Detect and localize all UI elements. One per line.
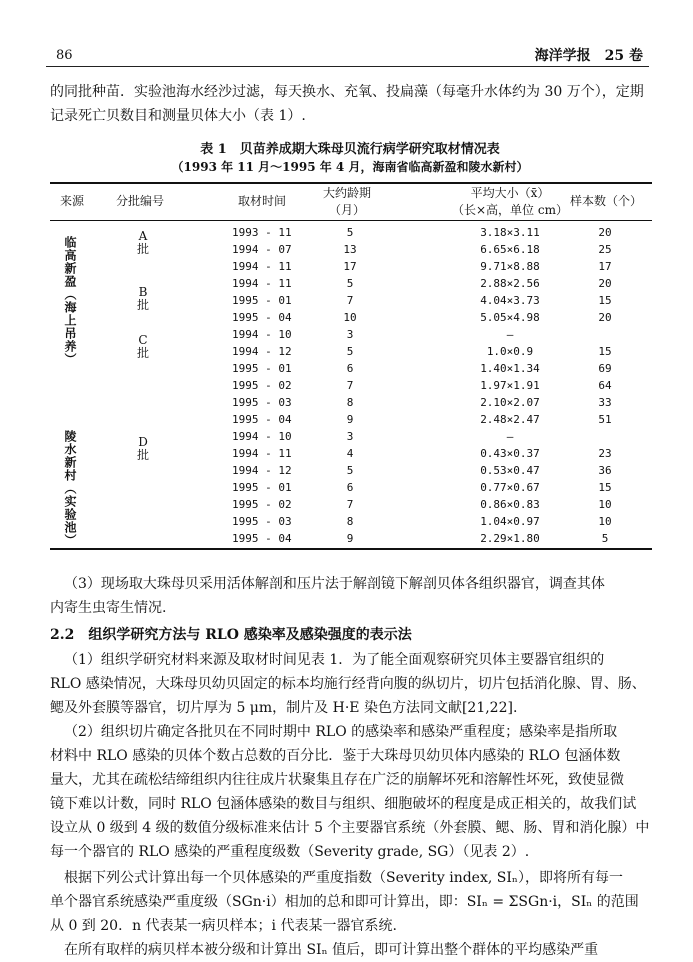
cell-age: 5 [346,277,354,290]
cell-n: 15 [598,481,612,494]
cell-size: 3.18×3.11 [480,226,540,239]
cell-date: 1995 - 04 [232,413,292,426]
cell-age: 4 [346,447,354,460]
cell-age: 7 [346,379,354,392]
para-s2-line-2: 材料中 RLO 感染的贝体个数占总数的百分比．鉴于大珠母贝幼贝体内感染的 RLO 包涵体数 [50,748,621,764]
cell-date: 1994 - 12 [232,464,292,477]
cell-n: 23 [598,447,612,460]
cell-age: 5 [346,464,354,477]
cell-age: 17 [343,260,357,273]
cell-n: 36 [598,464,612,477]
table-header-rule [50,220,652,221]
para-s3-line-3: 从 0 到 20．n 代表某一病贝样本；i 代表某一器官系统. [50,918,397,934]
cell-age: 13 [343,243,357,256]
table-row [50,345,652,361]
table-row [50,464,652,480]
cell-size: 6.65×6.18 [480,243,540,256]
table-caption: 表 1 贝苗养成期大珠母贝流行病学研究取材情况表 [200,142,500,157]
cell-date: 1994 - 07 [232,243,292,256]
table-row [50,311,652,327]
table-row [50,379,652,395]
journal-name: 海洋学报 25 卷 [534,48,643,64]
para-s1-line-1: （1）组织学研究材料来源及取材时间见表 1．为了能全面观察研究贝体主要器官组织的 [64,652,605,668]
cell-date: 1995 - 02 [232,498,292,511]
table-bottom-rule [50,548,652,550]
cell-n: 15 [598,294,612,307]
cell-date: 1995 - 04 [232,311,292,324]
table-row [50,532,652,548]
cell-age: 9 [346,532,354,545]
para-s3-line-1: 根据下列公式计算出每一个贝体感染的严重度指数（Severity index, SIₙ），即将所有每一 [64,870,623,886]
table-row [50,498,652,514]
cell-n: 51 [598,413,612,426]
cell-n: 69 [598,362,612,375]
cell-n: 20 [598,311,612,324]
cell-date: 1994 - 11 [232,277,292,290]
cell-age: 3 [346,430,354,443]
table-row [50,226,652,242]
table-row [50,328,652,344]
table-row [50,260,652,276]
page-number: 86 [56,48,73,63]
cell-size: — [506,328,514,341]
batch-c-label: 批 [136,346,149,360]
intro-line-1: 的同批种苗．实验池海水经沙过滤，每天换水、充氧、投扁藻（每毫升水体约为 30 万个），定期 [50,84,644,100]
cell-age: 5 [346,226,354,239]
cell-n: 17 [598,260,612,273]
para-s2-line-4: 镜下难以计数，同时 RLO 包涵体感染的数目与组织、细胞破坏的程度是成正相关的，故我们试 [50,796,637,812]
cell-n: 10 [598,498,612,511]
table-top-rule [50,182,652,184]
cell-size: 0.77×0.67 [480,481,540,494]
cell-size: 2.29×1.80 [480,532,540,545]
cell-size: 1.0×0.9 [486,345,534,358]
cell-size: 2.48×2.47 [480,413,540,426]
header-sample-count: 样本数（个） [569,194,642,208]
table-row [50,277,652,293]
batch-d-label: 批 [136,448,149,462]
cell-size: 1.04×0.97 [480,515,540,528]
header-batch: 分批编号 [115,194,164,208]
cell-age: 10 [343,311,357,324]
batch-c-letter: C [138,333,148,347]
para-s2-line-6: 每一个器官的 RLO 感染的严重程度级数（Severity grade, SG）（见表 2）. [50,844,530,860]
table-subcaption: （1993 年 11 月～1995 年 4 月，海南省临高新盈和陵水新村） [171,160,529,174]
cell-age: 7 [346,294,354,307]
cell-age: 7 [346,498,354,511]
batch-d-letter: D [138,435,148,449]
cell-size: 0.43×0.37 [480,447,540,460]
section-heading: 2.2 组织学研究方法与 RLO 感染率及感染强度的表示法 [50,627,412,643]
cell-age: 6 [346,481,354,494]
table-row [50,243,652,259]
cell-date: 1994 - 11 [232,260,292,273]
para-s1-line-2: RLO 感染情况，大珠母贝幼贝固定的标本均施行经背向腹的纵切片，切片包括消化腺、胃、肠、 [50,676,646,692]
cell-size: 5.05×4.98 [480,311,540,324]
cell-n: 33 [598,396,612,409]
cell-size: 9.71×8.88 [480,260,540,273]
header-age-line1: 大约龄期 [322,186,371,200]
data-table [50,182,652,550]
cell-n: 20 [598,226,612,239]
cell-n: 15 [598,345,612,358]
para-s2-line-1: （2）组织切片确定各批贝在不同时期中 RLO 的感染率和感染严重程度；感染率是指所取 [64,724,618,740]
cell-n: 25 [598,243,612,256]
para-s1-line-3: 鳃及外套膜等器官，切片厚为 5 μm，制片及 H·E 染色方法同文献[21,22]. [50,700,518,716]
batch-b-label: 批 [136,298,149,312]
para3-line-1: （3）现场取大珠母贝采用活体解剖和压片法于解剖镜下解剖贝体各组织器官，调查其体 [64,576,605,592]
header-age-line2: （月） [328,203,365,217]
cell-size: 4.04×3.73 [480,294,540,307]
cell-n: 5 [601,532,609,545]
cell-date: 1994 - 10 [232,430,292,443]
cell-date: 1995 - 02 [232,379,292,392]
table-row [50,430,652,446]
cell-date: 1993 - 11 [232,226,292,239]
table-row [50,362,652,378]
cell-date: 1995 - 03 [232,515,292,528]
table-row [50,294,652,310]
batch-a-label: 批 [136,242,149,256]
cell-n: 10 [598,515,612,528]
batch-a-letter: A [138,229,148,243]
cell-size: 2.88×2.56 [480,277,540,290]
para-s4-line-1: 在所有取样的病贝样本被分级和计算出 SIₙ 值后，即可计算出整个群体的平均感染严重 [64,942,599,958]
cell-size: 0.86×0.83 [480,498,540,511]
cell-age: 3 [346,328,354,341]
cell-size: 0.53×0.47 [480,464,540,477]
table-row [50,481,652,497]
para-s2-line-5: 设立从 0 级到 4 级的数值分级标准来估计 5 个主要器官系统（外套膜、鳃、肠、胃和消化腺）中 [50,820,650,836]
group-label-lingshui: 陵水新村（实验池） [63,430,77,547]
cell-date: 1994 - 12 [232,345,292,358]
table-row [50,396,652,412]
running-header [46,42,649,67]
intro-line-2: 记录死亡贝数目和测量贝体大小（表 1）. [50,108,306,124]
cell-size: 2.10×2.07 [480,396,540,409]
cell-date: 1995 - 01 [232,294,292,307]
cell-age: 9 [346,413,354,426]
para-s3-line-2: 单个器官系统感染严重度级（SGn·i）相加的总和即可计算出，即：SIₙ = ΣSGn·i，SIₙ 的范围 [50,894,639,910]
header-size-line1: 平均大小（x̄） [470,186,550,200]
header-size-line2: （长×高，单位 cm） [452,203,568,217]
table-row [50,515,652,531]
cell-size: — [506,430,514,443]
cell-age: 6 [346,362,354,375]
batch-b-letter: B [138,285,148,299]
cell-date: 1995 - 01 [232,362,292,375]
cell-date: 1994 - 11 [232,447,292,460]
table-row [50,447,652,463]
cell-date: 1994 - 10 [232,328,292,341]
para-s2-line-3: 量大，尤其在疏松结缔组织内往往成片状聚集且存在广泛的崩解坏死和溶解性坏死，致使显微 [50,772,624,788]
para3-line-2: 内寄生虫寄生情况. [50,600,167,616]
cell-age: 8 [346,396,354,409]
group-label-lingao: 临高新盈（海上吊养） [63,236,77,366]
cell-size: 1.40×1.34 [480,362,540,375]
cell-date: 1995 - 01 [232,481,292,494]
cell-n: 64 [598,379,612,392]
cell-n: 20 [598,277,612,290]
header-date: 取材时间 [237,194,286,208]
header-source: 来源 [59,194,84,208]
table-row [50,413,652,429]
cell-age: 8 [346,515,354,528]
cell-date: 1995 - 04 [232,532,292,545]
cell-date: 1995 - 03 [232,396,292,409]
cell-size: 1.97×1.91 [480,379,540,392]
cell-age: 5 [346,345,354,358]
